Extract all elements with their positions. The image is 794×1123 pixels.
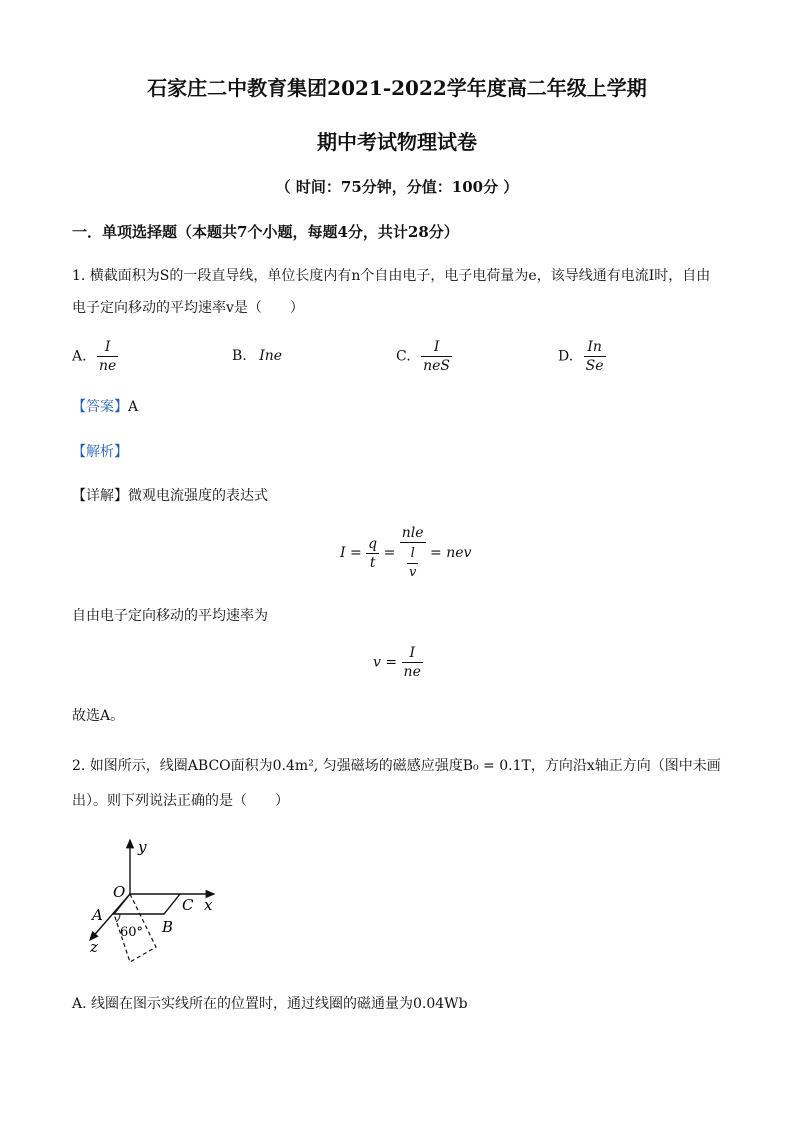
option-text: Ine <box>259 348 283 364</box>
velocity-intro: 自由电子定向移动的平均速率为 <box>72 608 268 624</box>
fraction-q-t <box>366 535 379 572</box>
q1-stem-line1: 1. 横截面积为S的一段直导线，单位长度内有n个自由电子，电子电荷量为e，该导线通有电流I时，自由 <box>72 268 711 284</box>
option-label: B. <box>232 348 247 364</box>
label-a: A <box>92 906 103 924</box>
label-c: C <box>182 896 194 914</box>
inner-fraction <box>407 545 418 582</box>
equation-current <box>340 524 471 582</box>
exam-meta: （ 时间：75分钟，分值：100分 ） <box>275 178 519 196</box>
option-label: C. <box>396 348 411 365</box>
fraction <box>402 644 423 681</box>
section-heading: 一．单项选择题（本题共7个小题，每题4分，共计28分） <box>72 223 459 241</box>
label-y: y <box>138 838 147 856</box>
eq-lhs: v = <box>373 654 398 671</box>
option-label: D. <box>558 348 574 365</box>
eq-sign: = <box>383 545 396 561</box>
numerator: I <box>402 644 423 663</box>
q1-option-a <box>72 338 118 375</box>
denominator: ne <box>403 664 421 680</box>
detail-line <box>72 486 268 506</box>
equation-velocity <box>373 644 423 681</box>
answer-value: A <box>128 399 139 415</box>
denominator: neS <box>423 358 451 374</box>
q2-option-a: A. 线圈在图示实线所在的位置时，通过线圈的磁通量为0.04Wb <box>72 996 468 1012</box>
detail-text: 微观电流强度的表达式 <box>128 488 268 504</box>
denominator: v <box>408 565 417 580</box>
numerator: I <box>97 338 118 357</box>
coil-figure <box>80 830 240 980</box>
fraction <box>97 338 118 375</box>
fraction <box>584 338 606 375</box>
eq-rhs: = nev <box>430 545 472 561</box>
answer-tag: 【答案】 <box>72 399 128 415</box>
denominator: Se <box>585 358 604 374</box>
q1-option-b <box>232 348 282 364</box>
fraction <box>421 338 452 375</box>
q2-stem-line1: 2. 如图所示，线圈ABCO面积为0.4m², 匀强磁场的磁感应强度B₀ = 0.1T，方向沿x轴正方向（图中未画 <box>72 758 721 774</box>
label-b: B <box>162 918 174 936</box>
analysis-tag: 【解析】 <box>72 444 128 460</box>
answer-line <box>72 397 138 417</box>
q1-option-d <box>558 338 606 375</box>
numerator: q <box>368 535 378 552</box>
page-title: 石家庄二中教育集团2021-2022学年度高二年级上学期 <box>147 76 647 100</box>
label-z: z <box>90 938 98 956</box>
fraction-nle <box>400 524 426 582</box>
numerator: I <box>421 338 452 357</box>
label-x: x <box>204 896 213 914</box>
exam-subtitle: 期中考试物理试卷 <box>317 130 477 154</box>
denominator: t <box>369 554 376 571</box>
label-o: O <box>113 883 126 901</box>
q2-stem-line2: 出）。则下列说法正确的是（ ） <box>72 793 289 809</box>
conclusion: 故选A。 <box>72 708 125 724</box>
detail-tag: 【详解】 <box>72 488 128 504</box>
numerator: nle <box>401 525 424 541</box>
denominator: ne <box>99 358 117 374</box>
eq-lhs: I = <box>340 545 362 561</box>
option-label: A. <box>72 348 87 365</box>
angle-arc <box>116 914 120 922</box>
q1-option-c <box>396 338 452 375</box>
numerator: In <box>584 338 606 357</box>
label-angle: 60° <box>120 925 144 940</box>
numerator: l <box>407 545 418 564</box>
q1-stem-line2: 电子定向移动的平均速率v是（ ） <box>72 300 304 316</box>
denominator <box>400 543 426 582</box>
